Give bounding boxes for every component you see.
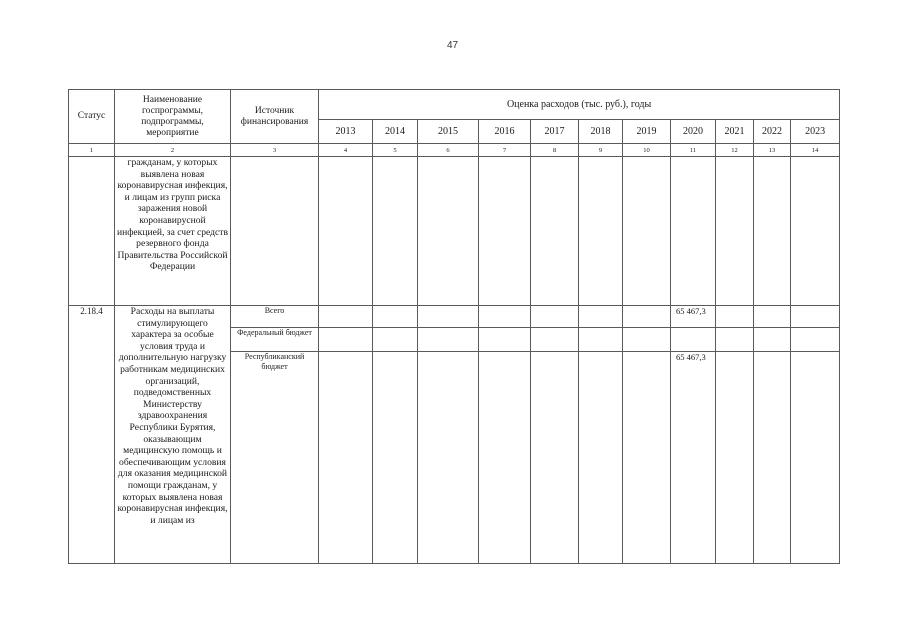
header-estimate: Оценка расходов (тыс. руб.), годы bbox=[319, 90, 840, 120]
value-cell bbox=[579, 306, 623, 328]
column-number: 2 bbox=[115, 144, 231, 157]
column-number-row bbox=[69, 144, 840, 157]
value-cell bbox=[479, 328, 531, 352]
column-number: 5 bbox=[373, 144, 418, 157]
column-number: 3 bbox=[231, 144, 319, 157]
value-cell: 65 467,3 bbox=[671, 306, 716, 328]
page-number: 47 bbox=[446, 40, 459, 51]
value-cell bbox=[623, 306, 671, 328]
header-row bbox=[69, 90, 840, 120]
value-cell bbox=[479, 352, 531, 564]
value-cell bbox=[579, 157, 623, 306]
value-cell bbox=[754, 328, 791, 352]
value-cell bbox=[791, 352, 840, 564]
column-number: 11 bbox=[671, 144, 716, 157]
value-cell bbox=[754, 306, 791, 328]
value-cell bbox=[418, 157, 479, 306]
column-number: 13 bbox=[754, 144, 791, 157]
value-cell bbox=[623, 328, 671, 352]
value-cell bbox=[716, 157, 754, 306]
status-cell bbox=[69, 157, 115, 306]
year-cell: 2014 bbox=[373, 120, 418, 144]
value-cell bbox=[479, 306, 531, 328]
value-cell bbox=[373, 328, 418, 352]
value-cell bbox=[671, 157, 716, 306]
year-cell: 2020 bbox=[671, 120, 716, 144]
value-cell bbox=[791, 157, 840, 306]
value-cell bbox=[716, 328, 754, 352]
value-cell bbox=[319, 328, 373, 352]
value-cell bbox=[418, 352, 479, 564]
year-cell: 2017 bbox=[531, 120, 579, 144]
value-cell bbox=[373, 306, 418, 328]
header-name: Наименование госпрограммы, подпрограммы, мероприятие bbox=[115, 90, 231, 144]
value-cell bbox=[791, 328, 840, 352]
table-row-total bbox=[69, 306, 840, 328]
column-number: 1 bbox=[69, 144, 115, 157]
value-cell bbox=[319, 352, 373, 564]
year-cell: 2013 bbox=[319, 120, 373, 144]
value-cell bbox=[716, 306, 754, 328]
column-number: 14 bbox=[791, 144, 840, 157]
year-cell: 2022 bbox=[754, 120, 791, 144]
value-cell bbox=[531, 157, 579, 306]
column-number: 8 bbox=[531, 144, 579, 157]
value-cell bbox=[479, 157, 531, 306]
source-federal: Федеральный бюджет bbox=[231, 328, 319, 352]
source-republican: Республиканский бюджет bbox=[231, 352, 319, 564]
column-number: 12 bbox=[716, 144, 754, 157]
column-number: 9 bbox=[579, 144, 623, 157]
measure-status: 2.18.4 bbox=[69, 306, 115, 564]
column-number: 7 bbox=[479, 144, 531, 157]
budget-table bbox=[68, 89, 840, 564]
measure-name: Расходы на выплаты стимулирующего характера за особые условия труда и дополнительную нагрузку работникам медицинских организаций, подведомственных Министерству здравоохранения Республики Бурятия, оказывающим медицинскую помощь и обеспечивающим условия для оказания медицинской помощи гражданам, у которых выявлена новая коронавирусная инфекция, и лицам из bbox=[115, 306, 231, 564]
value-cell bbox=[671, 328, 716, 352]
value-cell bbox=[531, 328, 579, 352]
column-number: 6 bbox=[418, 144, 479, 157]
value-cell bbox=[754, 352, 791, 564]
value-cell bbox=[418, 306, 479, 328]
value-cell bbox=[579, 328, 623, 352]
value-cell bbox=[531, 306, 579, 328]
year-cell: 2015 bbox=[418, 120, 479, 144]
continuation-row bbox=[69, 157, 840, 306]
value-cell bbox=[319, 157, 373, 306]
value-cell bbox=[754, 157, 791, 306]
year-cell: 2016 bbox=[479, 120, 531, 144]
value-cell bbox=[373, 157, 418, 306]
value-cell bbox=[579, 352, 623, 564]
value-cell bbox=[418, 328, 479, 352]
column-number: 4 bbox=[319, 144, 373, 157]
source-cell bbox=[231, 157, 319, 306]
year-cell: 2018 bbox=[579, 120, 623, 144]
value-cell bbox=[791, 306, 840, 328]
value-cell bbox=[623, 157, 671, 306]
measure-name-continued: гражданам, у которых выявлена новая коронавирусная инфекция, и лицам из групп риска заражения новой коронавирусной инфекцией, за счет средств резервного фонда Правительства Российской Федерации bbox=[115, 157, 231, 306]
source-total: Всего bbox=[231, 306, 319, 328]
value-cell bbox=[716, 352, 754, 564]
value-cell bbox=[531, 352, 579, 564]
value-cell bbox=[319, 306, 373, 328]
header-source: Источник финансирования bbox=[231, 90, 319, 144]
value-cell bbox=[373, 352, 418, 564]
year-cell: 2019 bbox=[623, 120, 671, 144]
value-cell: 65 467,3 bbox=[671, 352, 716, 564]
column-number: 10 bbox=[623, 144, 671, 157]
value-cell bbox=[623, 352, 671, 564]
header-status: Статус bbox=[69, 90, 115, 144]
year-cell: 2021 bbox=[716, 120, 754, 144]
year-cell: 2023 bbox=[791, 120, 840, 144]
